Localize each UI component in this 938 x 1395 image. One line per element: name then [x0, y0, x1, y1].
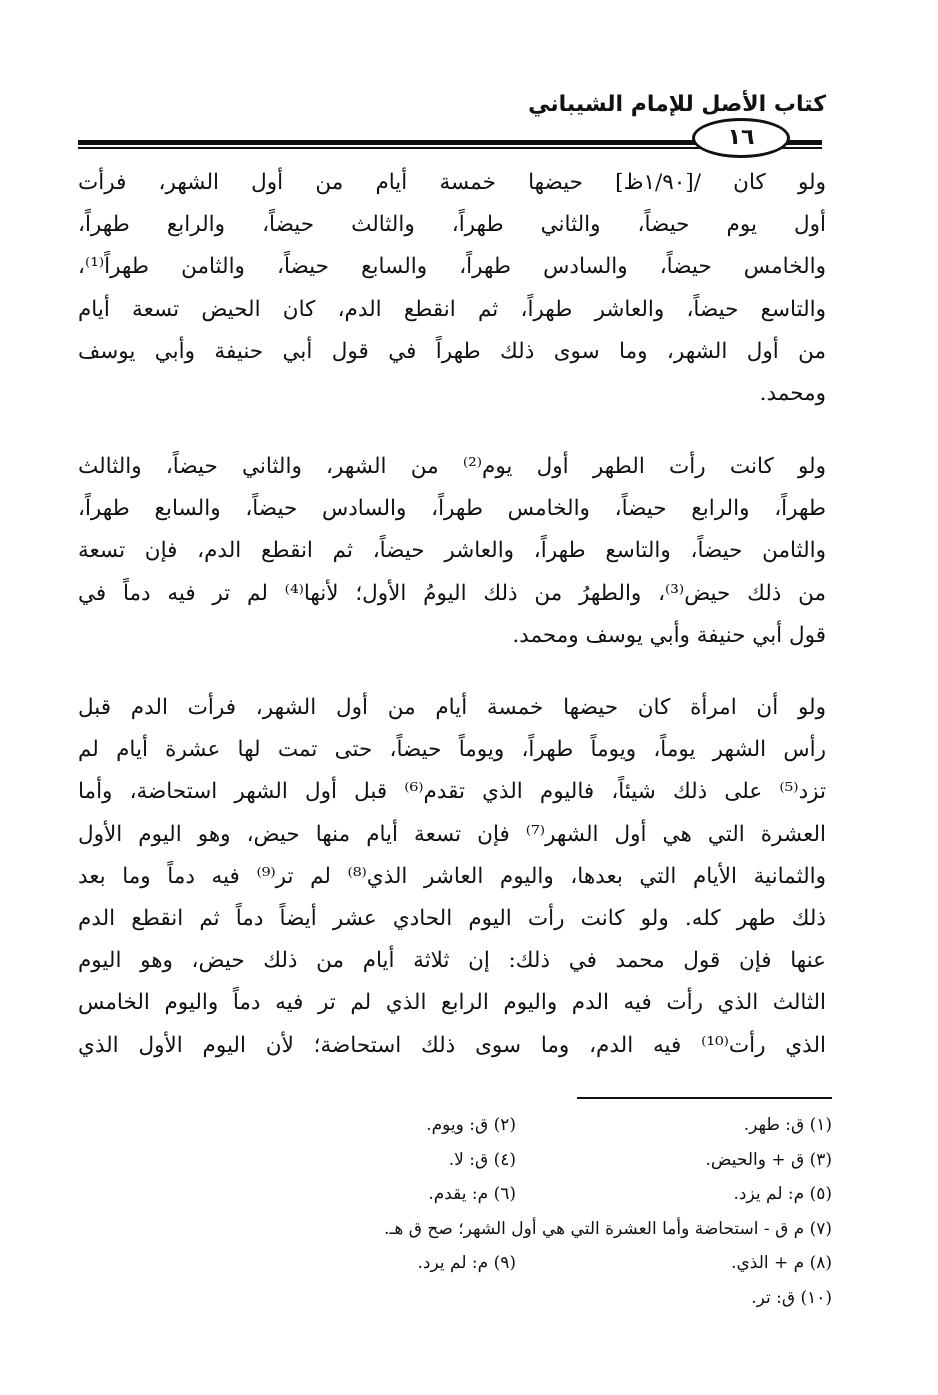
footnote-6: (٦) م: يقدم.	[428, 1184, 516, 1205]
text-line: الذي رأت⁽¹⁰⁾ فيه الدم، وما سوى ذلك استحاضة؛ لأن اليوم الأول الذي	[78, 1032, 826, 1058]
text-line: ذلك طهر كله. ولو كانت رأت اليوم الحادي عشر أيضاً دماً ثم انقطع الدم	[78, 906, 826, 932]
page-number: ١٦	[692, 118, 790, 158]
text-line: العشرة التي هي أول الشهر⁽⁷⁾ فإن تسعة أيام منها حيض، وهو اليوم الأول	[78, 821, 826, 847]
text-line: الثالث الذي رأت فيه الدم واليوم الرابع الذي لم تر فيه دماً واليوم الخامس	[78, 990, 826, 1016]
footnote-3: (٣) ق + والحيض.	[705, 1149, 832, 1170]
text-line: من ذلك حيض⁽³⁾، والطهرُ من ذلك اليومُ الأول؛ لأنها⁽⁴⁾ لم تر فيه دماً في	[78, 580, 826, 606]
footnote-7: (٧) م ق - استحاضة وأما العشرة التي هي أول الشهر؛ صح ق هـ.	[384, 1218, 832, 1239]
text-line: والخامس حيضاً، والسادس طهراً، والسابع حيضاً، والثامن طهراً⁽¹⁾،	[78, 254, 826, 280]
footnote-4: (٤) ق: لا.	[448, 1149, 516, 1170]
footnote-10: (١٠) ق: تر.	[751, 1287, 832, 1308]
text-line: ومحمد.	[759, 381, 826, 407]
text-line: والتاسع حيضاً، والعاشر طهراً، ثم انقطع الدم، كان الحيض تسعة أيام	[78, 296, 826, 322]
footnote-2: (٢) ق: ويوم.	[426, 1115, 516, 1136]
footnote-row	[200, 1212, 832, 1247]
paragraph-1	[78, 162, 826, 415]
footnote-row	[200, 1143, 832, 1178]
footnotes	[200, 1108, 832, 1315]
text-line: والثمانية الأيام التي بعدها، واليوم العاشر الذي⁽⁸⁾ لم تر⁽⁹⁾ فيه دماً وما بعد	[78, 863, 827, 889]
running-header-title: كتاب الأصل للإمام الشيباني	[528, 92, 826, 117]
text-line: والثامن حيضاً، والتاسع طهراً، والعاشر حيضاً، ثم انقطع الدم، فإن تسعة	[78, 538, 826, 564]
footnote-row	[200, 1246, 832, 1281]
paragraph-2	[78, 446, 826, 657]
footnote-9: (٩) م: لم يرد.	[417, 1253, 516, 1274]
footnote-1: (١) ق: طهر.	[743, 1115, 832, 1136]
text-line: عنها فإن قول محمد في ذلك: إن ثلاثة أيام من ذلك حيض، وهو اليوم	[78, 948, 826, 974]
text-line: ولو كانت رأت الطهر أول يوم⁽²⁾ من الشهر، والثاني حيضاً، والثالث	[78, 454, 826, 479]
footnote-separator	[577, 1097, 832, 1099]
text-line: ولو أن امرأة كان حيضها خمسة أيام من أول الشهر، فرأت الدم قبل	[78, 695, 826, 720]
text-line: رأس الشهر يوماً، ويوماً طهراً، ويوماً حيضاً، حتى تمت لها عشرة أيام لم	[78, 737, 826, 763]
footnote-5: (٥) م: لم يزد.	[733, 1184, 832, 1205]
text-line: ولو كان /[١/٩٠ظ] حيضها خمسة أيام من أول الشهر، فرأت	[78, 170, 826, 195]
footnote-row	[200, 1281, 832, 1316]
footnote-row	[200, 1177, 832, 1212]
text-line: تزد⁽⁵⁾ على ذلك شيئاً، فاليوم الذي تقدم⁽⁶⁾ قبل أول الشهر استحاضة، وأما	[78, 779, 826, 805]
text-line: طهراً، والرابع حيضاً، والخامس طهراً، والسادس حيضاً، والسابع طهراً،	[78, 496, 826, 522]
footnote-row	[200, 1108, 832, 1143]
footnote-8: (٨) م + الذي.	[731, 1253, 832, 1274]
text-line: من أول الشهر، وما سوى ذلك طهراً في قول أبي حنيفة وأبي يوسف	[78, 338, 826, 364]
paragraph-3	[78, 687, 826, 1067]
text-line: أول يوم حيضاً، والثاني طهراً، والثالث حيضاً، والرابع طهراً،	[78, 212, 826, 238]
text-line: قول أبي حنيفة وأبي يوسف ومحمد.	[512, 622, 826, 648]
